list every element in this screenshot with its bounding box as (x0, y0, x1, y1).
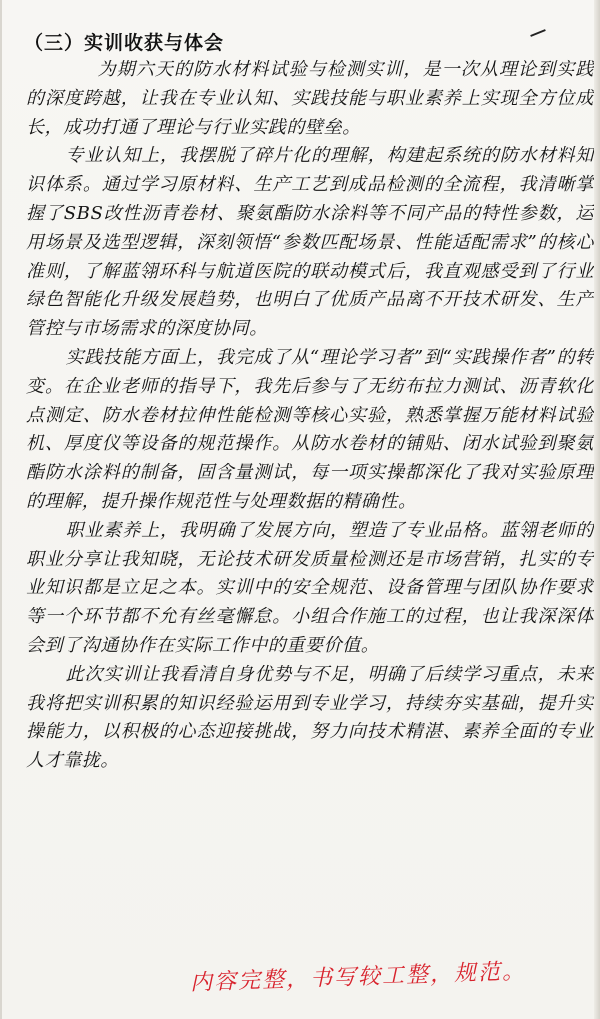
paragraph-professional-quality: 职业素养上，我明确了发展方向，塑造了专业品格。蓝翎老师的职业分享让我知晓，无论技术研发质量检测还是市场营销，扎实的专业知识都是立足之本。实训中的安全规范、设备管理与团队协作要求等一个环节都不允有丝毫懈怠。小组合作施工的过程，也让我深深体会到了沟通协作在实际工作中的重要价值。 (26, 519, 594, 656)
teacher-comment: 内容完整，书写较工整，规范。 (189, 959, 527, 996)
paragraph-conclusion: 此次实训让我看清自身优势与不足，明确了后续学习重点，未来我将把实训积累的知识经验运用到专业学习，持续夯实基础，提升实操能力，以积极的心态迎接挑战，努力向技术精湛、素养全面的专业人才靠拢。 (26, 663, 594, 772)
paragraph-intro: 为期六天的防水材料试验与检测实训，是一次从理论到实践的深度跨越，让我在专业认知、实践技能与职业素养上实现全方位成长，成功打通了理论与行业实践的壁垒。 (26, 59, 594, 138)
paragraph-practical-skills: 实践技能方面上，我完成了从“理论学习者”到“实践操作者”的转变。在企业老师的指导下，我先后参与了无纺布拉力测试、沥青软化点测定、防水卷材拉伸性能检测等核心实验，熟悉掌握万能材料试验机、厚度仪等设备的规范操作。从防水卷材的铺贴、闭水试验到聚氨酯防水涂料的制备，固含量测试，每一项实操都深化了我对实验原理的理解，提升操作规范性与处理数据的精确性。 (26, 346, 594, 512)
handwritten-body (26, 56, 594, 776)
paragraph-professional-cognition: 专业认知上，我摆脱了碎片化的理解，构建起系统的防水材料知识体系。通过学习原材料、生产工艺到成品检测的全流程，我清晰掌握了SBS改性沥青卷材、聚氨酯防水涂料等不同产品的特性参数，运用场景及选型逻辑，深刻领悟“参数匹配场景、性能适配需求”的核心准则，了解蓝翎环科与航道医院的联动模式后，我直观感受到了行业绿色智能化升级发展趋势，也明白了优质产品离不开技术研发、生产管控与市场需求的深度协同。 (26, 145, 594, 340)
section-heading: （三）实训收获与体会 (24, 32, 225, 54)
pen-tick-mark (530, 29, 546, 37)
page-edge-shadow (594, 0, 600, 1019)
